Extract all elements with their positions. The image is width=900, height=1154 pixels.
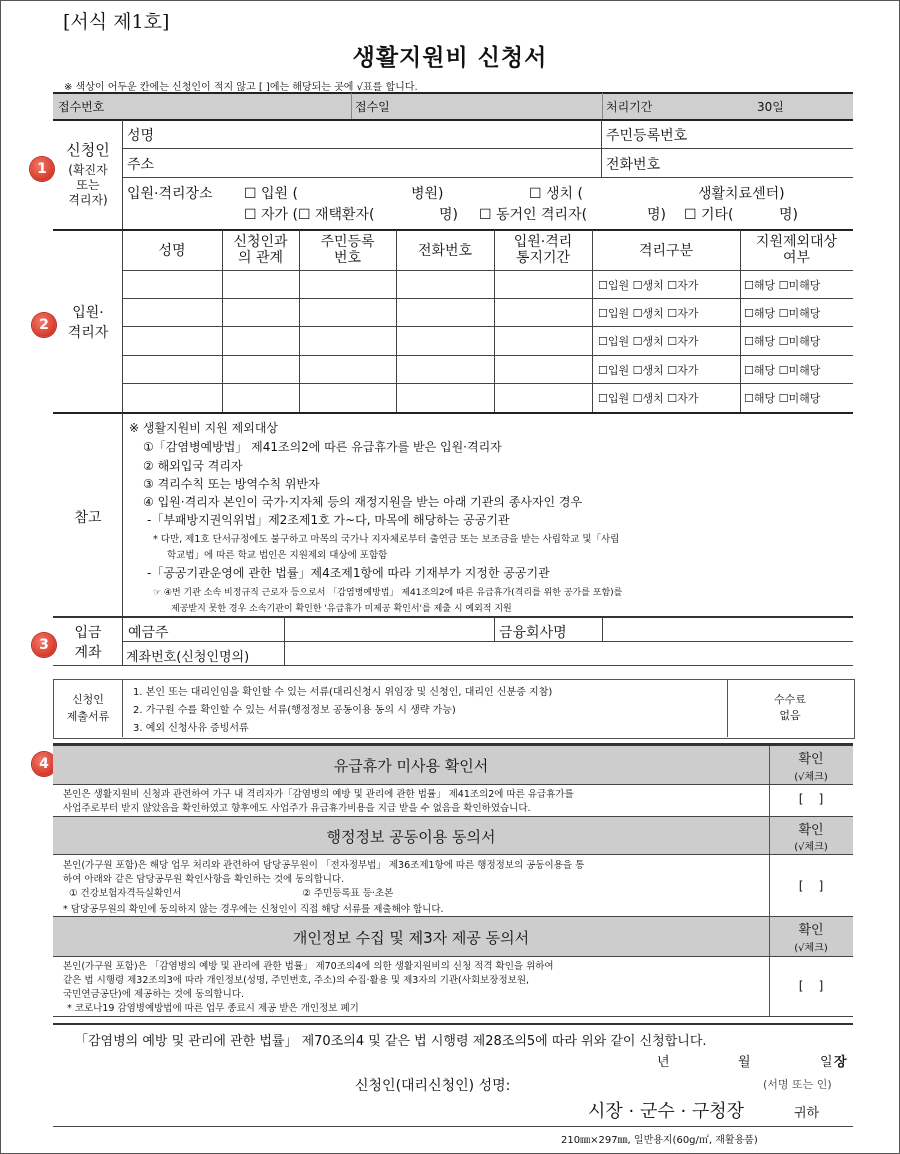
option-home[interactable]: ☐ 자가 (☐ 재택환자( [244,207,375,223]
form-notice: ※ 색상이 어두운 칸에는 신청인이 적지 않고 [ ]에는 해당되는 곳에 √표를 합니다. [64,82,418,93]
option-hospital[interactable]: ☐ 입원 ( [244,186,298,202]
col-header-rrn: 주민등록 번호 [320,234,375,266]
consent-2-title: 행정정보 공동이용 동의서 [326,828,496,846]
quarantine-options[interactable]: ☐입원 ☐생치 ☐자가 [598,335,699,348]
quarantine-options[interactable]: ☐입원 ☐생치 ☐자가 [598,392,699,405]
receipt-number-label: 접수번호 [58,100,105,114]
consent-3-line: * 코로나19 감염병예방법에 따른 업무 종료시 제공 받은 개인정보 폐기 [67,1003,359,1014]
check-label: 확인 [798,752,824,767]
consent-3-line: 국민연금공단)에 제공하는 것에 동의합니다. [63,989,244,1000]
document-item: 2. 가구원 수를 확인할 수 있는 서류(행정정보 공동이용 동의 시 생략 가능) [133,705,456,716]
phone-label: 전화번호 [606,157,661,173]
note-line: -「공공기관운영에 관한 법률」제4조제1항에 따라 기재부가 지정한 공공기관 [147,566,550,580]
consent-1-line: 사업주로부터 받지 않았음을 확인하였고 향후에도 사업주가 유급휴가비용을 지급 받을 수 없음을 확인하였습니다. [63,803,531,814]
exclusion-options[interactable]: ☐해당 ☐미해당 [744,392,821,405]
receipt-date-label: 접수일 [355,100,390,114]
name-label: 성명 [127,128,155,144]
consent-2-line: ① 건강보험자격득실확인서 ② 주민등록표 등·초본 [69,888,394,899]
applicant-label: 신청인 [66,141,110,159]
col-header-name: 성명 [158,243,186,259]
note-line: 학교법」에 따른 학교 법인은 지원제외 대상에 포함함 [167,550,388,561]
quarantine-options[interactable]: ☐입원 ☐생치 ☐자가 [598,364,699,377]
account-holder-label: 예금주 [128,625,169,641]
option-center[interactable]: ☐ 생치 ( [529,186,583,202]
exclusion-options[interactable]: ☐해당 ☐미해당 [744,335,821,348]
consent-2-line: 본인(가구원 포함)은 해당 업무 처리와 관련하여 담당공무원이 「전자정부법」 제36조제1항에 따른 행정정보의 공동이용을 통 [63,860,585,871]
note-line: ④ 입원·격리자 본인이 국가·지자체 등의 재정지원을 받는 아래 기관의 종사자인 경우 [143,495,583,509]
note-line: -「부패방지권익위법」제2조제1호 가~다, 마목에 해당하는 공공기관 [147,513,510,527]
option-cohabitant[interactable]: ☐ 동거인 격리자( [479,207,588,223]
badge-4: 4 [32,752,56,776]
check-sub-label: (√체크) [794,842,828,853]
date-year: 년 [657,1055,670,1070]
document-item: 3. 예외 신청사유 증빙서류 [133,723,249,734]
quarantine-options[interactable]: ☐입원 ☐생치 ☐자가 [598,307,699,320]
date-day-suffix: 장 [834,1055,847,1070]
account-label: 입금 계좌 [74,625,102,661]
consent-3-line: 본인(가구원 포함)은 「감염병의 예방 및 관리에 관한 법률」 제70조의4에 의한 생활지원비의 신청 적격 확인을 위하여 [63,961,554,972]
consent-3-line: 같은 법 시행령 제32조의3에 따라 개인정보(성명, 주민번호, 주소)의 수집·활용 및 제3자의 기관(사회보장정보원, [63,975,530,986]
badge-3: 3 [32,633,56,657]
signature-note: (서명 또는 인) [763,1078,832,1091]
note-line: ☞ ④번 기관 소속 비정규직 근로자 등으로서 「감염병예방법」 제41조의2에 따른 유급휴가(격리를 위한 공가를 포함)를 [153,588,623,598]
col-header-relation: 신청인과 의 관계 [233,234,288,266]
account-number-label: 계좌번호(신청인명의) [126,650,250,665]
note-line: ③ 격리수칙 또는 방역수칙 위반자 [143,477,320,491]
option-center-end: 생활치료센터) [698,186,785,202]
col-header-period: 입원·격리 통지기간 [513,234,573,266]
applicant-sub-label: (확진자 또는 격리자) [68,163,108,207]
badge-1: 1 [30,157,54,181]
check-label: 확인 [798,823,824,838]
addressee: 시장 · 군수 · 구청장 [588,1101,745,1122]
patients-label: 입원· 격리자 [67,305,109,341]
application-statement: 「감염병의 예방 및 관리에 관한 법률」 제70조의4 및 같은 법 시행령 제28조의5에 따라 위와 같이 신청합니다. [75,1034,707,1049]
exclusion-options[interactable]: ☐해당 ☐미해당 [744,364,821,377]
quarantine-options[interactable]: ☐입원 ☐생치 ☐자가 [598,279,699,292]
consent-1-line: 본인은 생활지원비 신청과 관련하여 가구 내 격리자가「감염병의 예방 및 관리에 관한 법률」 제41조의2에 따른 유급휴가를 [63,789,574,800]
consent-3-checkbox[interactable]: [ ] [798,979,824,993]
badge-2: 2 [32,313,56,337]
receipt-bar [53,93,853,119]
note-line: ※ 생활지원비 지원 제외대상 [129,421,279,435]
documents-label: 신청인 제출서류 [66,693,110,723]
option-cohabitant-end: 명) [647,207,666,223]
consent-2-checkbox[interactable]: [ ] [798,879,824,893]
consent-3-title: 개인정보 수집 및 제3자 제공 동의서 [292,929,530,947]
date-month: 월 [738,1055,751,1070]
rrn-label: 주민등록번호 [606,128,688,144]
signer-label: 신청인(대리신청인) 성명: [355,1078,511,1094]
col-header-exclusion: 지원제외대상 여부 [755,234,838,266]
honorific: 귀하 [794,1106,820,1121]
date-day: 일 [820,1055,833,1070]
consent-1-title: 유급휴가 미사용 확인서 [333,757,489,775]
exclusion-options[interactable]: ☐해당 ☐미해당 [744,279,821,292]
check-sub-label: (√체크) [794,772,828,783]
note-line: 제공받지 못한 경우 소속기관이 확인한 '유급휴가 미제공 확인서'를 제출 시 예외적 지원 [171,604,512,614]
processing-period-value: 30일 [757,100,784,114]
check-label: 확인 [798,923,824,938]
consent-1-checkbox[interactable]: [ ] [798,792,824,806]
option-home-end: 명) [439,207,458,223]
form-title: 생활지원비 신청서 [352,45,548,71]
consent-2-line: 하여 아래와 같은 담당공무원 확인사항을 확인하는 것에 동의합니다. [63,874,345,885]
consent-2-line: * 담당공무원의 확인에 동의하지 않는 경우에는 신청인이 직접 해당 서류를 제출해야 합니다. [63,904,444,915]
notes-label: 참고 [74,510,102,526]
option-other-end: 명) [779,207,798,223]
option-other[interactable]: ☐ 기타( [684,207,734,223]
option-hospital-end: 병원) [411,186,444,202]
col-header-phone: 전화번호 [417,243,473,259]
fee-note: 수수료 없음 [774,693,806,722]
exclusion-options[interactable]: ☐해당 ☐미해당 [744,307,821,320]
check-sub-label: (√체크) [794,943,828,954]
note-line: ② 해외입국 격리자 [143,459,243,473]
form-number: [서식 제1호] [63,11,170,33]
address-label: 주소 [127,157,155,173]
note-line: * 다만, 제1호 단서규정에도 불구하고 마목의 국가나 지자체로부터 출연금 또는 보조금을 받는 사립학교 및「사립 [153,534,620,545]
document-item: 1. 본인 또는 대리인임을 확인할 수 있는 서류(대리신청시 위임장 및 신청인, 대리인 신분증 지참) [133,687,553,698]
processing-period-label: 처리기간 [606,100,653,114]
col-header-quarantine-type: 격리구분 [638,243,694,259]
note-line: ①「감염병예방법」 제41조의2에 따른 유급휴가를 받은 입원·격리자 [143,440,502,454]
bank-name-label: 금융회사명 [499,625,567,641]
place-label: 입원·격리장소 [127,186,213,202]
paper-spec: 210㎜×297㎜, 일반용지(60g/㎡, 재활용품) [561,1135,758,1146]
